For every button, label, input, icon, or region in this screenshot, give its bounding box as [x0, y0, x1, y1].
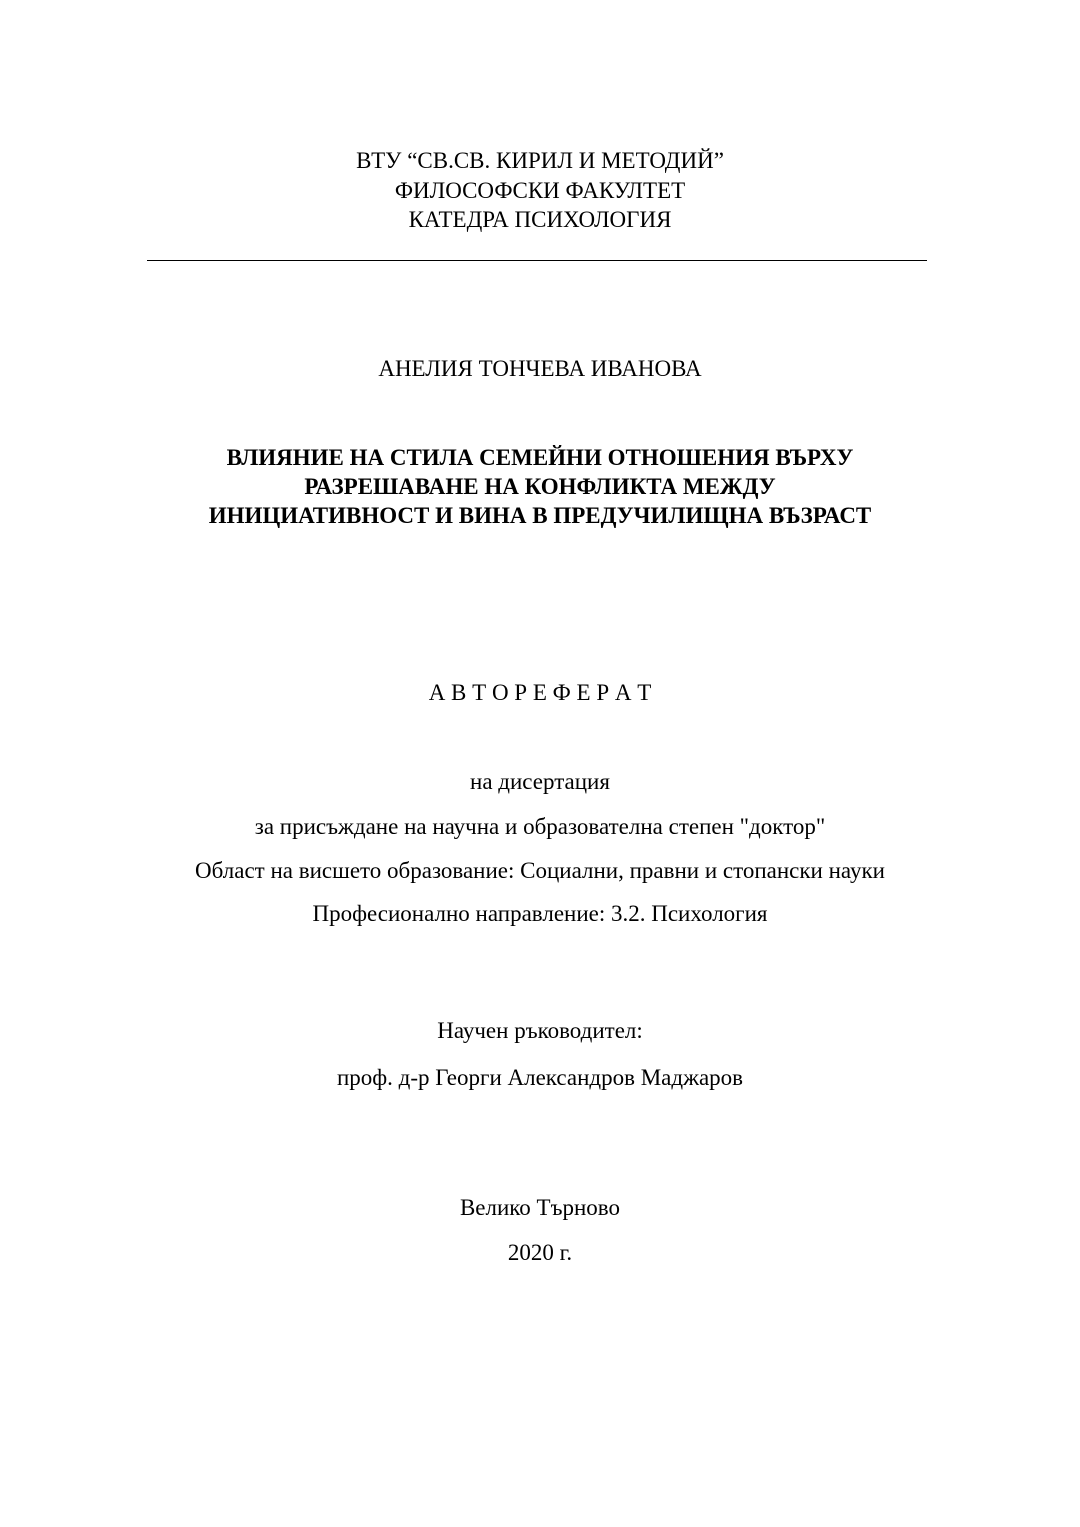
- thesis-title-line-2: РАЗРЕШАВАНЕ НА КОНФЛИКТА МЕЖДУ: [304, 474, 776, 499]
- description-line-2: за присъждане на научна и образователна степен "доктор": [254, 814, 826, 839]
- author-name: АНЕЛИЯ ТОНЧЕВА ИВАНОВА: [378, 356, 702, 381]
- supervisor-label: Научен ръководител:: [437, 1018, 643, 1043]
- description-line-1: на дисертация: [470, 769, 610, 794]
- description-line-4: Професионално направление: 3.2. Психология: [312, 901, 768, 926]
- description-line-3: Област на висшето образование: Социални, правни и стопански науки: [195, 858, 885, 883]
- department-name: КАТЕДРА ПСИХОЛОГИЯ: [408, 207, 672, 232]
- university-name: ВТУ “СВ.СВ. КИРИЛ И МЕТОДИЙ”: [356, 148, 724, 173]
- year: 2020 г.: [507, 1240, 573, 1265]
- thesis-title-line-3: ИНИЦИАТИВНОСТ И ВИНА В ПРЕДУЧИЛИЩНА ВЪЗРАСТ: [208, 503, 872, 528]
- supervisor-name: проф. д-р Георги Александров Маджаров: [336, 1065, 744, 1090]
- thesis-title-line-1: ВЛИЯНИЕ НА СТИЛА СЕМЕЙНИ ОТНОШЕНИЯ ВЪРХУ: [226, 445, 854, 470]
- place: Велико Търново: [459, 1195, 621, 1220]
- document-type: А В Т О Р Е Ф Е Р А Т: [428, 680, 652, 705]
- header-divider: [147, 260, 927, 261]
- faculty-name: ФИЛОСОФСКИ ФАКУЛТЕТ: [394, 178, 686, 203]
